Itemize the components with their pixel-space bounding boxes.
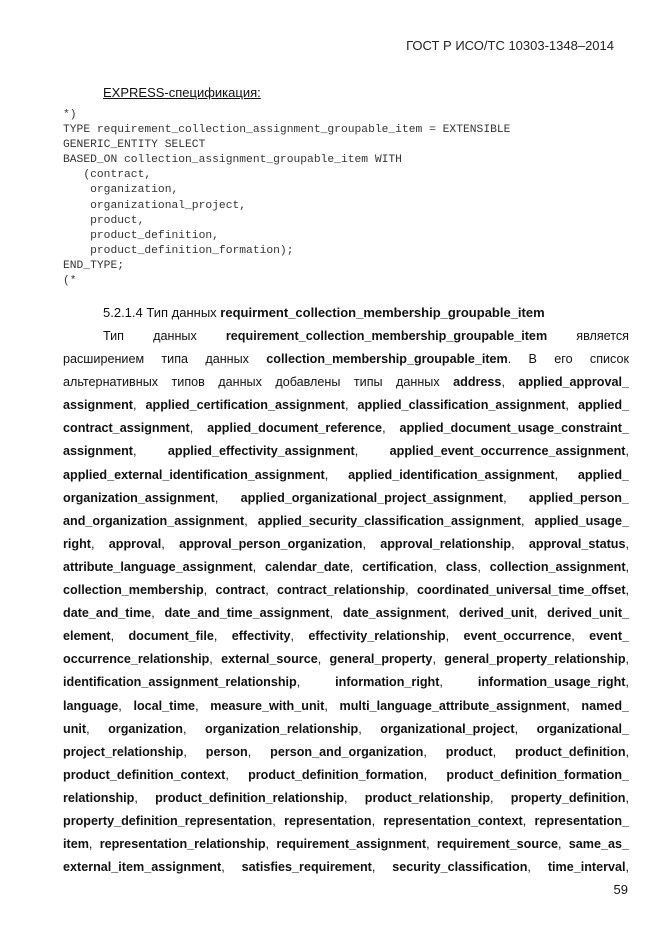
- paragraph-line: right, approval, approval_person_organization, approval_relationship, approval_status,: [63, 536, 629, 551]
- paragraph-line: item, representation_relationship, requirement_assignment, requirement_source, same_as_: [63, 837, 629, 852]
- paragraph-line: альтернативных типов данных добавлены типы данных address, applied_approval_: [63, 375, 629, 390]
- paragraph-line: расширением типа данных collection_membership_groupable_item. В его список: [63, 352, 629, 367]
- paragraph-line: identification_assignment_relationship, information_right, information_usage_right,: [63, 675, 629, 690]
- paragraph-line: unit, organization, organization_relationship, organizational_project, organizational_: [63, 721, 629, 736]
- paragraph-line: project_relationship, person, person_and_organization, product, product_definition,: [63, 744, 629, 759]
- paragraph-line: assignment, applied_effectivity_assignment, applied_event_occurrence_assignment,: [63, 444, 629, 459]
- paragraph-line: element, document_file, effectivity, effectivity_relationship, event_occurrence, event_: [63, 629, 629, 644]
- paragraph-line: contract_assignment, applied_document_reference, applied_document_usage_constraint_: [63, 421, 629, 436]
- express-code-block: *) TYPE requirement_collection_assignment_groupable_item = EXTENSIBLE GENERIC_ENTITY SELECT BASED_ON collection_assignment_groupable_item WITH (contract, organization, organizational_project, product, product_definition, product_definition_formation); END_TYPE; (*: [63, 109, 511, 288]
- paragraph-line: external_item_assignment, satisfies_requirement, security_classification, time_interval,: [63, 860, 629, 875]
- paragraph-line: assignment, applied_certification_assignment, applied_classification_assignment, applied_: [63, 398, 629, 413]
- express-spec-title: EXPRESS-спецификация:: [103, 85, 261, 100]
- paragraph-line: property_definition_representation, representation, representation_context, representation_: [63, 813, 629, 828]
- document-header: ГОСТ Р ИСО/ТС 10303-1348–2014: [406, 38, 614, 53]
- paragraph-line: date_and_time, date_and_time_assignment, date_assignment, derived_unit, derived_unit_: [63, 606, 629, 621]
- paragraph-line: product_definition_context, product_definition_formation, product_definition_formation_: [63, 767, 629, 782]
- paragraph-line: language, local_time, measure_with_unit, multi_language_attribute_assignment, named_: [63, 698, 629, 713]
- section-heading: [103, 305, 545, 320]
- body-paragraph: [63, 325, 629, 879]
- paragraph-line: organization_assignment, applied_organizational_project_assignment, applied_person_: [63, 490, 629, 505]
- paragraph-line: applied_external_identification_assignment, applied_identification_assignment, applied_: [63, 467, 629, 482]
- paragraph-line: Тип данных requirement_collection_membership_groupable_item является: [103, 329, 629, 343]
- paragraph-line: attribute_language_assignment, calendar_date, certification, class, collection_assignment,: [63, 559, 629, 574]
- page-number: 59: [613, 882, 628, 897]
- paragraph-line: collection_membership, contract, contract_relationship, coordinated_universal_time_offset,: [63, 583, 629, 598]
- paragraph-line: relationship, product_definition_relationship, product_relationship, property_definition,: [63, 790, 629, 805]
- section-number: 5.2.1.4 Тип данных: [103, 305, 217, 320]
- paragraph-line: occurrence_relationship, external_source, general_property, general_property_relationship,: [63, 652, 629, 667]
- paragraph-line: and_organization_assignment, applied_security_classification_assignment, applied_usage_: [63, 513, 629, 528]
- section-type-name: requirment_collection_membership_groupable_item: [220, 305, 545, 320]
